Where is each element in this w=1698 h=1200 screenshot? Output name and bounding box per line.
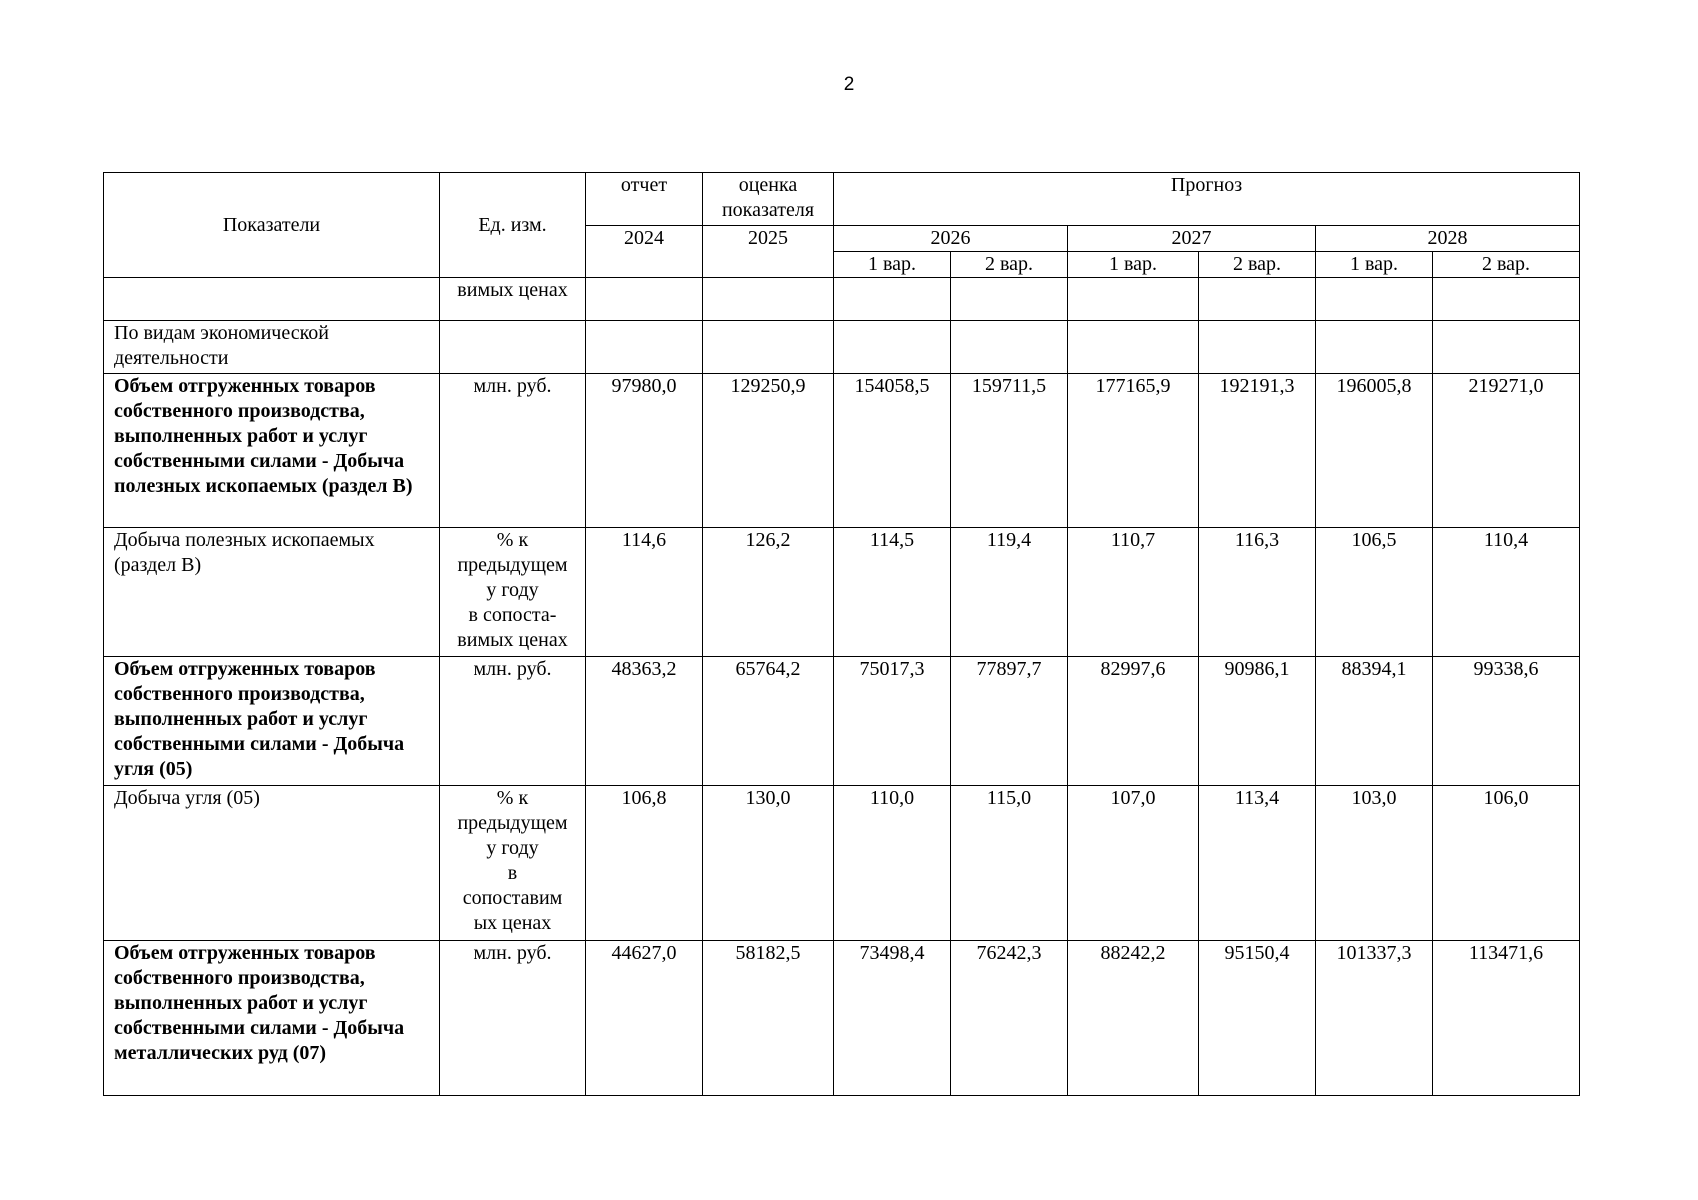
value-cell: 103,0 <box>1316 786 1433 941</box>
value-cell: 97980,0 <box>586 374 703 528</box>
value-cell <box>1199 321 1316 374</box>
value-cell: 88394,1 <box>1316 657 1433 786</box>
header-variant: 1 вар. <box>834 252 951 278</box>
table-row <box>104 374 1580 528</box>
row-unit: млн. руб. <box>440 374 586 528</box>
table-row <box>104 321 1580 374</box>
table-row <box>104 786 1580 941</box>
value-cell: 106,5 <box>1316 528 1433 657</box>
value-cell <box>1199 278 1316 321</box>
value-cell: 95150,4 <box>1199 941 1316 1096</box>
value-cell <box>586 278 703 321</box>
row-unit <box>440 528 586 657</box>
row-unit <box>440 786 586 941</box>
value-cell: 65764,2 <box>703 657 834 786</box>
value-cell <box>586 321 703 374</box>
value-cell: 192191,3 <box>1199 374 1316 528</box>
unit-line: у году <box>486 579 539 601</box>
value-cell: 48363,2 <box>586 657 703 786</box>
value-cell <box>1068 321 1199 374</box>
value-cell: 101337,3 <box>1316 941 1433 1096</box>
row-unit: вимых ценах <box>440 278 586 321</box>
value-cell: 99338,6 <box>1433 657 1580 786</box>
value-cell <box>1068 278 1199 321</box>
header-estimate: оценка показателя <box>703 173 834 226</box>
header-variant: 1 вар. <box>1068 252 1199 278</box>
header-variant: 2 вар. <box>1199 252 1316 278</box>
value-cell: 119,4 <box>951 528 1068 657</box>
value-cell <box>834 278 951 321</box>
row-name: Добыча полезных ископаемых (раздел В) <box>104 528 440 657</box>
value-cell: 115,0 <box>951 786 1068 941</box>
unit-line: в <box>507 862 518 884</box>
value-cell: 130,0 <box>703 786 834 941</box>
value-cell <box>951 278 1068 321</box>
page-number: 2 <box>843 74 855 95</box>
value-cell: 75017,3 <box>834 657 951 786</box>
value-cell: 106,0 <box>1433 786 1580 941</box>
table-row <box>104 528 1580 657</box>
table-row <box>104 657 1580 786</box>
value-cell: 110,0 <box>834 786 951 941</box>
value-cell <box>1316 321 1433 374</box>
row-unit: млн. руб. <box>440 657 586 786</box>
value-cell: 90986,1 <box>1199 657 1316 786</box>
header-unit: Ед. изм. <box>440 173 586 278</box>
row-unit: млн. руб. <box>440 941 586 1096</box>
value-cell: 129250,9 <box>703 374 834 528</box>
value-cell: 154058,5 <box>834 374 951 528</box>
header-indicators: Показатели <box>104 173 440 278</box>
value-cell: 113,4 <box>1199 786 1316 941</box>
value-cell <box>1316 278 1433 321</box>
value-cell: 219271,0 <box>1433 374 1580 528</box>
unit-line: ых ценах <box>473 912 552 934</box>
value-cell <box>1433 321 1580 374</box>
row-name: Объем отгруженных товаров собственного производства, выполненных работ и услуг собственными силами - Добыча угля (05) <box>104 657 440 786</box>
value-cell <box>703 321 834 374</box>
value-cell: 114,5 <box>834 528 951 657</box>
value-cell: 110,4 <box>1433 528 1580 657</box>
value-cell: 107,0 <box>1068 786 1199 941</box>
value-cell: 113471,6 <box>1433 941 1580 1096</box>
table-row <box>104 941 1580 1096</box>
value-cell <box>834 321 951 374</box>
row-name <box>104 278 440 321</box>
value-cell: 88242,2 <box>1068 941 1199 1096</box>
row-unit <box>440 321 586 374</box>
header-variant: 2 вар. <box>951 252 1068 278</box>
value-cell: 44627,0 <box>586 941 703 1096</box>
unit-line: сопоставим <box>462 887 563 909</box>
value-cell: 76242,3 <box>951 941 1068 1096</box>
value-cell <box>951 321 1068 374</box>
header-year-2024: 2024 <box>586 226 703 278</box>
row-name: Объем отгруженных товаров собственного производства, выполненных работ и услуг собственными силами - Добыча полезных ископаемых (раздел В) <box>104 374 440 528</box>
unit-line: предыдущем <box>457 812 568 834</box>
value-cell: 58182,5 <box>703 941 834 1096</box>
header-year-2028: 2028 <box>1316 226 1580 252</box>
header-variant: 1 вар. <box>1316 252 1433 278</box>
section-heading: По видам экономической деятельности <box>104 321 440 374</box>
value-cell: 106,8 <box>586 786 703 941</box>
header-forecast: Прогноз <box>834 173 1580 226</box>
value-cell <box>703 278 834 321</box>
header-year-2025: 2025 <box>703 226 834 278</box>
row-name: Объем отгруженных товаров собственного производства, выполненных работ и услуг собственными силами - Добыча металлических руд (07) <box>104 941 440 1096</box>
table-row <box>104 278 1580 321</box>
value-cell <box>1433 278 1580 321</box>
unit-line: в сопоста- <box>468 604 557 626</box>
value-cell: 116,3 <box>1199 528 1316 657</box>
value-cell: 73498,4 <box>834 941 951 1096</box>
value-cell: 110,7 <box>1068 528 1199 657</box>
value-cell: 159711,5 <box>951 374 1068 528</box>
value-cell: 114,6 <box>586 528 703 657</box>
header-year-2027: 2027 <box>1068 226 1316 252</box>
value-cell: 196005,8 <box>1316 374 1433 528</box>
unit-line: у году <box>486 837 539 859</box>
value-cell: 177165,9 <box>1068 374 1199 528</box>
forecast-table <box>103 172 1580 1096</box>
unit-line: вимых ценах <box>457 629 568 651</box>
value-cell: 82997,6 <box>1068 657 1199 786</box>
row-name: Добыча угля (05) <box>104 786 440 941</box>
value-cell: 77897,7 <box>951 657 1068 786</box>
unit-line: предыдущем <box>457 554 568 576</box>
header-row-1 <box>104 173 1580 226</box>
unit-line: % к <box>496 787 529 809</box>
unit-line: % к <box>496 529 529 551</box>
value-cell: 126,2 <box>703 528 834 657</box>
header-report: отчет <box>586 173 703 226</box>
header-variant: 2 вар. <box>1433 252 1580 278</box>
header-year-2026: 2026 <box>834 226 1068 252</box>
